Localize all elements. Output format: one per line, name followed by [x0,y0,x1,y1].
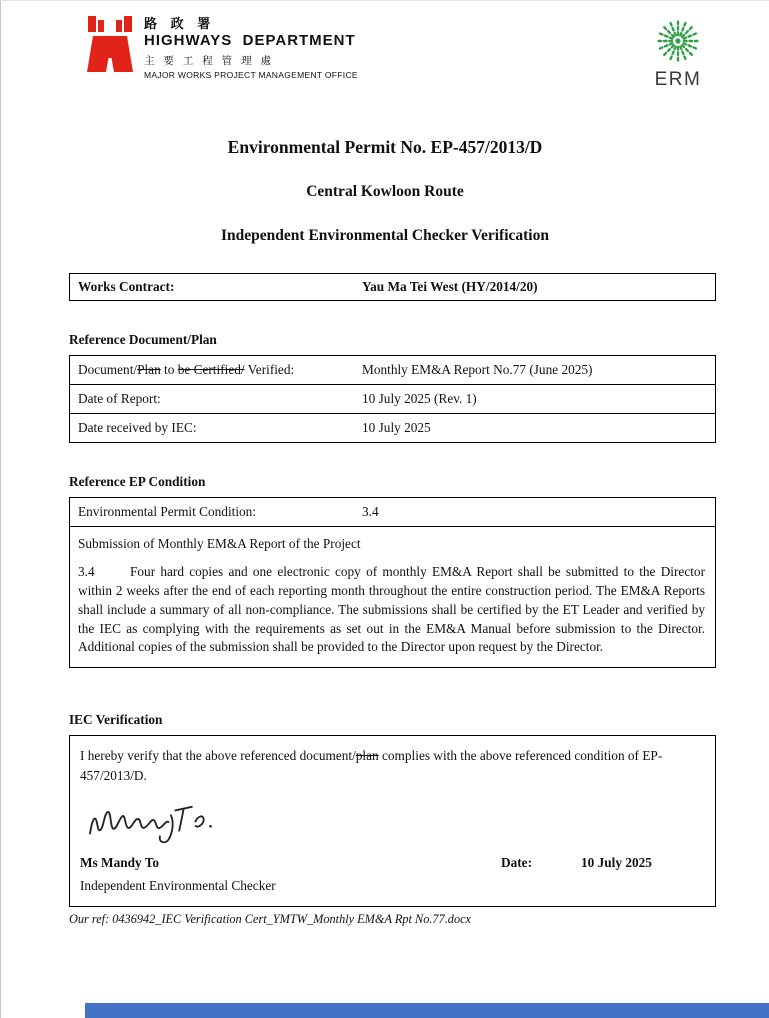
permit-title: Environmental Permit No. EP-457/2013/D [227,137,543,157]
highways-department-block [86,15,358,80]
works-contract-value: Yau Ma Tei West (HY/2014/20) [362,279,538,294]
reference-ep-heading: Reference EP Condition [69,474,206,489]
ep-submission-title: Submission of Monthly EM&A Report of the Project [78,536,361,551]
iec-verification-heading: IEC Verification [69,712,163,728]
verification-title: Independent Environmental Checker Verification [221,227,549,244]
ep-clause-number: 3.4 [78,563,95,579]
signatory-name: Ms Mandy To [80,854,160,870]
date-of-report-label: Date of Report: [78,391,161,406]
ep-clause-paragraph [78,563,705,657]
ep-condition-label: Environmental Permit Condition: [78,504,257,519]
date-received-value: 10 July 2025 [362,420,431,435]
iec-statement: I hereby verify that the above referenced document/plan complies with the above referenced condition of EP-457/2013/D. [80,748,663,783]
ep-condition-table [69,497,716,668]
office-name-english: MAJOR WORKS PROJECT MANAGEMENT OFFICE [144,70,358,81]
works-contract-label: Works Contract: [78,279,175,294]
page-header [1,1,769,91]
document-body [69,273,716,907]
ep-clause-text: Four hard copies and one electronic copy of monthly EM&A Report shall be submitted to the Director within 2 weeks after the end of each reporting month throughout the entire construction period. The EM&A Reports shall include a summary of all non-compliance. The submissions shall be certified by the ET Leader and verified by the IEC as complying with the requirements as set out in the EM&A Manual before submission to the Director. Additional copies of the submission shall be provided to the Director upon request by the Director. [78,563,705,655]
highways-department-logo-icon [86,15,134,80]
dept-name-english: HIGHWAYS DEPARTMENT [144,32,356,50]
table-row [70,356,715,385]
struck-text: Plan [137,362,161,377]
document-to-be-verified-value: Monthly EM&A Report No.77 (June 2025) [362,362,593,377]
erm-wordmark: ERM [654,69,702,90]
office-name-chinese: 主 要 工 程 管 理 處 [144,55,275,68]
reference-document-table [69,355,716,443]
erm-starburst-icon [651,15,705,67]
highways-department-text [144,15,358,80]
bottom-blue-bar [85,1003,769,1018]
iec-verification-box [69,735,716,907]
table-row [70,414,715,442]
table-row [70,498,715,527]
signatory-row [80,855,705,871]
table-row [70,385,715,414]
ep-condition-detail [70,527,715,667]
erm-logo-block [651,15,705,91]
date-label: Date: [501,854,533,870]
date-value: 10 July 2025 [581,854,652,870]
works-contract-table [69,273,716,301]
dept-name-chinese: 路 政 署 [144,16,216,31]
date-of-report-value: 10 July 2025 (Rev. 1) [362,391,477,406]
reference-document-heading: Reference Document/Plan [69,332,217,347]
signatory-title: Independent Environmental Checker [80,877,276,893]
table-row [70,274,715,300]
table-row [70,527,715,667]
ep-condition-value: 3.4 [362,504,379,519]
struck-text: plan [355,748,379,764]
struck-text: be Certified/ [177,362,245,377]
signature [84,797,705,851]
our-ref-line: Our ref: 0436942_IEC Verification Cert_YMTW_Monthly EM&A Rpt No.77.docx [69,911,472,926]
date-received-label: Date received by IEC: [78,420,197,435]
document-to-be-verified-label: Document/Plan to be Certified/ Verified: [78,362,295,377]
project-title: Central Kowloon Route [306,183,464,200]
